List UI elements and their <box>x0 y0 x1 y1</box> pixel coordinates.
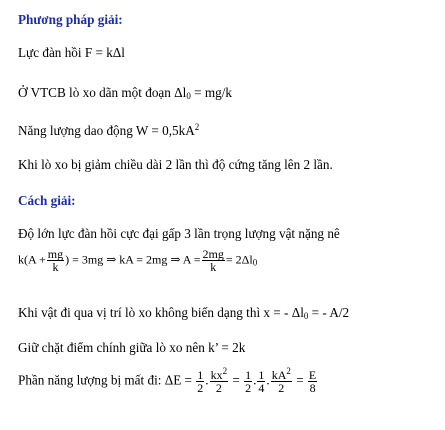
equation-energy-loss: Phần năng lượng bị mất đi: ΔE = $\frac{1}{2}$ . $\frac{kx^2}{2}$ = $\frac{1}{2}$ . $\frac{1}{4}$ . $\frac{kA^2}{2}$ = $\frac{E}{8}$ <box>18 366 317 395</box>
fraction: $\frac{E}{8}$ <box>308 368 317 395</box>
fraction: $\frac{mg}{k}$ <box>47 247 64 274</box>
fraction: $\frac{kx^2}{2}$ <box>210 366 228 395</box>
fraction: $\frac{1}{2}$ <box>245 368 252 395</box>
text-line-position: Khi vật đi qua vị trí lò xo không biến dạng thì x = - $\Delta l_0$ = - A/2 <box>18 305 350 321</box>
fraction: $\frac{kA^2}{2}$ <box>271 366 291 395</box>
text-line-maxforce: Độ lớn lực đàn hồi cực đại gấp 3 lần trọng lượng vật nặng nê <box>18 226 340 241</box>
text-line-hold: Giữ chặt điểm chính giữa lò xo nên k’ = 2k <box>18 340 246 355</box>
fraction: $\frac{1}{2}$ <box>197 368 204 395</box>
text-line-stiffness: Khi lò xo bị giảm chiều dài 2 lần thì độ cứng tăng lên 2 lần. <box>18 157 333 172</box>
fraction: $\frac{2mg}{k}$ <box>202 247 224 274</box>
heading-solution: Cách giải: <box>18 193 76 208</box>
heading-method: Phương pháp giải: <box>18 12 123 27</box>
text-line-equilibrium: Ở VTCB lò xo dãn một đoạn $\Delta l_0 = mg/k$ <box>18 85 232 101</box>
equation-amplitude: k(A + $\frac{mg}{k}$ ) = 3mg ⇒ kA = 2mg ⇒ A = $\frac{2mg}{k}$ = $2\Delta l_0$ <box>18 247 258 274</box>
fraction: $\frac{1}{4}$ <box>258 368 265 395</box>
text-line-force: Lực đàn hồi F = kΔl <box>18 45 125 60</box>
text-line-energy: Năng lượng dao động $W = 0,5kA^2$ <box>18 122 200 138</box>
